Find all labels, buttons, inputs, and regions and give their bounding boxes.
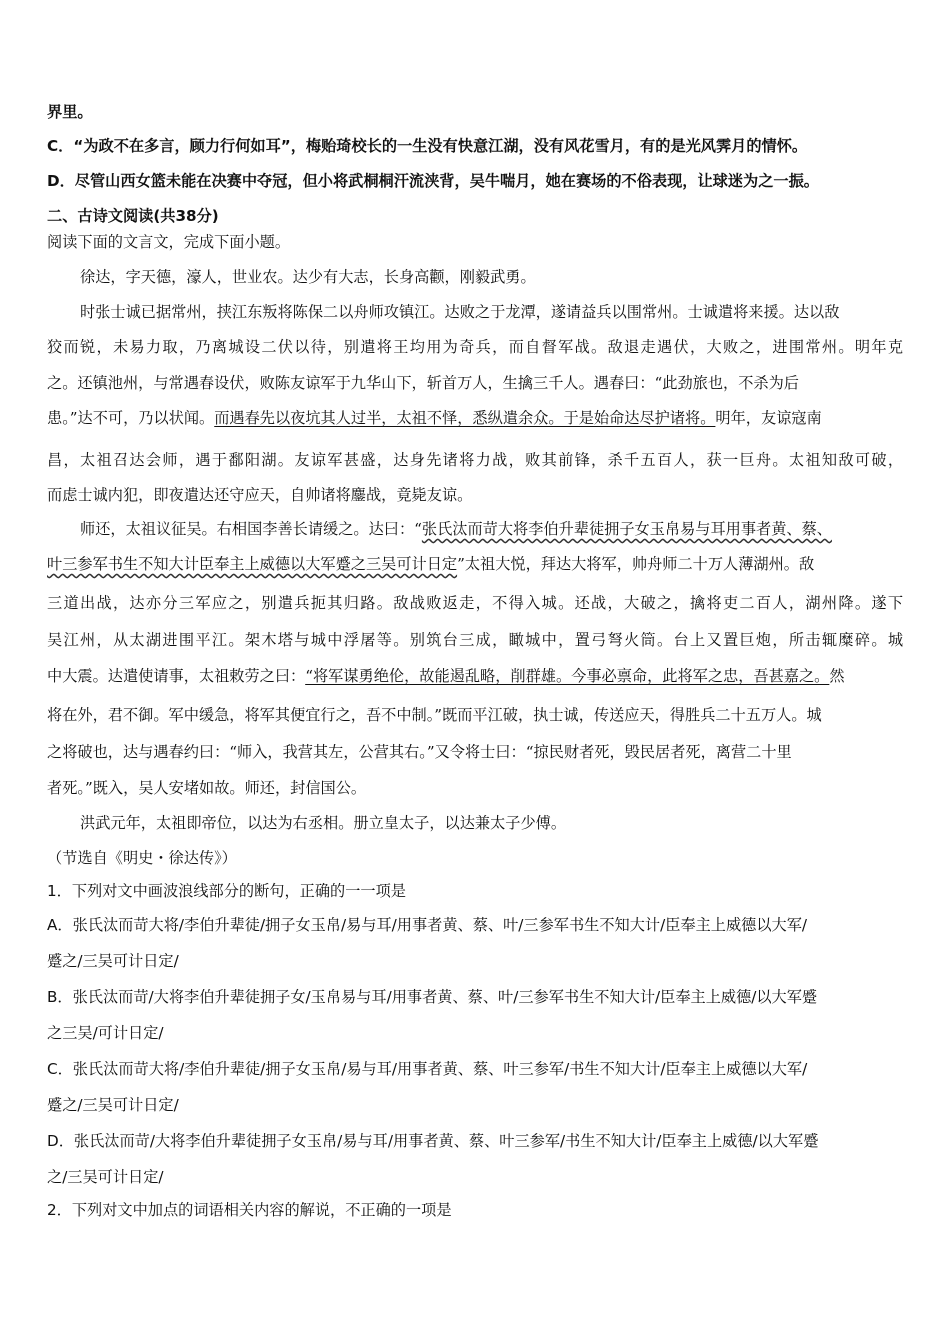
plain-text: 然 (829, 667, 845, 685)
plain-text: 明年，友谅寇南 (715, 409, 822, 427)
plain-text: 师还，太祖议征吴。右相国李善长请缓之。达曰：“ (80, 520, 422, 538)
passage-p3-line (47, 554, 814, 574)
passage-p2-line: 时张士诚已据常州，挟江东叛将陈保二以舟师攻镇江。达败之于龙潭，遂请益兵以围常州。士诚遣将来援。达以敌 (80, 303, 840, 321)
wavy-underlined-text: 张氏汰而苛大将李伯升辈徒拥子女玉帛易与耳用事者黄、蔡、 (421, 520, 832, 538)
q1-option-b-cont: 之三吴/可计日定/ (47, 1024, 164, 1042)
passage-p3-line: 将在外，君不御。军中缓急，将军其便宜行之，吾不中制。”既而平江破，执士诚，传送应天，得胜兵二十五万人。城 (47, 706, 822, 724)
passage-p1: 徐达，字天德，濠人，世业农。达少有大志，长身高颧，刚毅武勇。 (80, 268, 536, 286)
section-heading: 二、古诗文阅读(共38分) (47, 207, 219, 225)
q1-option-c-cont: 蹙之/三吴可计日定/ (47, 1096, 179, 1114)
passage-p3-line (47, 666, 845, 686)
q1-option-a: A．张氏汰而苛大将/李伯升辈徒/拥子女玉帛/易与耳/用事者黄、蔡、叶/三参军书生不知大计/臣奉主上威德以大军/ (47, 916, 808, 934)
passage-p3-line (80, 519, 832, 539)
question-2-stem: 2．下列对文中加点的词语相关内容的解说，不正确的一项是 (47, 1201, 452, 1219)
underlined-sentence: 而遇春先以夜坑其人过半，太祖不怿，悉纵遣余众。于是始命达尽护诸将。 (214, 409, 716, 427)
q1-option-d-cont: 之/三吴可计日定/ (47, 1168, 164, 1186)
passage-p3-line: 之将破也，达与遇春约曰：“师入，我营其左，公营其右。”又令将士曰：“掠民财者死，毁民居者死，离营二十里 (47, 743, 792, 761)
q1-option-b: B．张氏汰而苛/大将李伯升辈徒拥子女/玉帛易与耳/用事者黄、蔡、叶/三参军书生不知大计/臣奉主上威德/以大军蹙 (47, 988, 818, 1006)
passage-p3-line: 者死。”既入，吴人安堵如故。师还，封信国公。 (47, 779, 367, 797)
section-instruction: 阅读下面的文言文，完成下面小题。 (47, 233, 290, 251)
passage-p2-line: 而虑士诚内犯，即夜遣达还守应天，自帅诸将鏖战，竟毙友谅。 (47, 486, 473, 504)
option-c: C．“为政不在多言，顾力行何如耳”，梅贻琦校长的一生没有快意江湖，没有风花雪月，有的是光风霁月的情怀。 (47, 137, 808, 155)
passage-p4: 洪武元年，太祖即帝位，以达为右丞相。册立皇太子，以达兼太子少傅。 (80, 814, 566, 832)
continuation-line: 界里。 (47, 103, 93, 121)
underlined-sentence: “将军谋勇绝伦，故能遏乱略，削群雄。今事必禀命，此将军之忠，吾甚嘉之。 (305, 667, 830, 685)
passage-p3-line: 吴江州，从太湖进围平江。架木塔与城中浮屠等。别筑台三成，瞰城中，置弓弩火筒。台上又置巨炮，所击辄糜碎。城 (47, 631, 903, 649)
plain-text: 患。”达不可，乃以状闻。 (47, 409, 215, 427)
passage-p2-line: 狡而锐，未易力取，乃离城设二伏以待，别遣将王均用为奇兵，而自督军战。敌退走遇伏，大败之，进围常州。明年克 (47, 338, 903, 356)
option-d: D．尽管山西女篮未能在决赛中夺冠，但小将武桐桐汗流浃背，吴牛喘月，她在赛场的不俗表现，让球迷为之一振。 (47, 172, 819, 190)
passage-p2-line: 昌，太祖召达会师，遇于鄱阳湖。友谅军甚盛，达身先诸将力战，败其前锋，杀千五百人，获一巨舟。太祖知敌可破， (47, 451, 903, 469)
question-1-stem: 1．下列对文中画波浪线部分的断句，正确的一一项是 (47, 882, 406, 900)
q1-option-d: D．张氏汰而苛/大将李伯升辈徒拥子女玉帛/易与耳/用事者黄、蔡、叶三参军/书生不知大计/臣奉主上威德/以大军蹙 (47, 1132, 819, 1150)
plain-text: 中大震。达遣使请事，太祖敕劳之曰： (47, 667, 306, 685)
passage-p2-line: 之。还镇池州，与常遇春设伏，败陈友谅军于九华山下，斩首万人，生擒三千人。遇春曰：“此劲旅也，不杀为后 (47, 374, 799, 392)
passage-source: （节选自《明史・徐达传》） (47, 849, 237, 867)
wavy-underlined-text: 叶三参军书生不知大计臣奉主上威德以大军蹙之三吴可计日定 (47, 555, 458, 573)
q1-option-c: C．张氏汰而苛大将/李伯升辈徒/拥子女玉帛/易与耳/用事者黄、蔡、叶三参军/书生不知大计/臣奉主上威德以大军/ (47, 1060, 808, 1078)
q1-option-a-cont: 蹙之/三吴可计日定/ (47, 952, 179, 970)
plain-text: ”太祖大悦，拜达大将军，帅舟师二十万人薄湖州。敌 (457, 555, 815, 573)
passage-p3-line: 三道出战，达亦分三军应之，别遣兵扼其归路。敌战败返走，不得入城。还战，大破之，擒将吏二百人，湖州降。遂下 (47, 594, 903, 612)
passage-p2-line (47, 408, 822, 428)
